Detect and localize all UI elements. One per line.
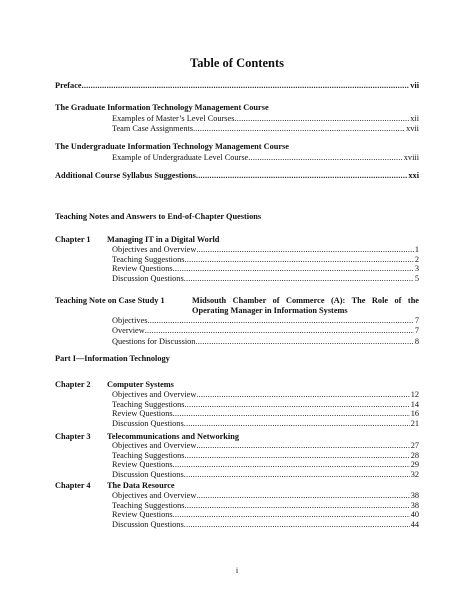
toc-entry-page: 28 <box>410 451 419 460</box>
toc-entry-label: Example of Undergraduate Level Course <box>112 153 249 162</box>
toc-entry[interactable] <box>112 264 419 273</box>
dot-leader <box>184 520 410 529</box>
toc-entry[interactable] <box>112 245 419 254</box>
toc-entry[interactable] <box>112 491 419 500</box>
toc-entry-page: 21 <box>410 419 419 428</box>
toc-entry-page: 7 <box>414 326 419 335</box>
toc-entry-label: Overview <box>112 326 145 335</box>
toc-entry-page: 12 <box>410 390 419 399</box>
chapter-title[interactable]: Managing IT in a Digital World <box>107 235 220 244</box>
toc-entry-label: Objectives and Overview <box>112 491 197 500</box>
toc-entry-page: 1 <box>414 245 419 254</box>
toc-entry-label: Additional Course Syllabus Suggestions <box>55 171 196 180</box>
toc-entry-label: Objectives and Overview <box>112 245 197 254</box>
dot-leader <box>184 470 410 479</box>
toc-entry[interactable] <box>112 255 419 264</box>
toc-entry-label: Objectives <box>112 316 148 325</box>
toc-entry-label: Teaching Suggestions <box>112 451 185 460</box>
toc-entry-page: 29 <box>410 460 419 469</box>
dot-leader <box>82 81 410 90</box>
toc-entry[interactable] <box>112 520 419 529</box>
dot-leader <box>184 400 409 409</box>
toc-entry-page: 44 <box>410 520 419 529</box>
toc-entry-page: 32 <box>410 470 419 479</box>
toc-entry-page: 7 <box>414 316 419 325</box>
part-heading: Part I—Information Technology <box>55 354 170 363</box>
toc-entry[interactable] <box>112 460 419 469</box>
dot-leader <box>184 501 409 510</box>
dot-leader <box>173 510 410 519</box>
toc-entry-label: Preface <box>55 81 82 90</box>
toc-entry-label: Review Questions <box>112 409 173 418</box>
chapter-number: Chapter 1 <box>55 235 91 244</box>
toc-entry-additional[interactable] <box>55 171 419 180</box>
dot-leader <box>195 337 413 346</box>
dot-leader <box>248 153 403 162</box>
toc-entry[interactable] <box>112 451 419 460</box>
page-title: Table of Contents <box>190 56 284 70</box>
toc-entry-label: Review Questions <box>112 510 173 519</box>
dot-leader <box>173 409 410 418</box>
toc-entry-page: 27 <box>410 441 419 450</box>
toc-entry-label: Discussion Questions <box>112 419 184 428</box>
dot-leader <box>196 245 414 254</box>
dot-leader <box>196 390 409 399</box>
chapter-title[interactable]: Telecommunications and Networking <box>107 432 239 441</box>
toc-entry[interactable] <box>112 510 419 519</box>
toc-entry-label: Discussion Questions <box>112 520 184 529</box>
toc-entry-label: Questions for Discussion <box>112 337 196 346</box>
page-number: i <box>235 566 239 575</box>
toc-entry[interactable] <box>112 409 419 418</box>
toc-entry-label: Examples of Master’s Level Courses <box>112 114 235 123</box>
toc-entry[interactable] <box>112 337 419 346</box>
dot-leader <box>184 451 409 460</box>
dot-leader <box>196 491 409 500</box>
chapter-number: Chapter 3 <box>55 432 91 441</box>
section-heading-graduate: The Graduate Information Technology Management Course <box>55 103 269 112</box>
dot-leader <box>193 124 405 133</box>
dot-leader <box>196 441 409 450</box>
toc-entry[interactable] <box>112 316 419 325</box>
dot-leader <box>173 264 414 273</box>
toc-entry-page: vii <box>410 81 419 90</box>
dot-leader <box>234 114 409 123</box>
toc-entry[interactable] <box>112 274 419 283</box>
toc-entry[interactable] <box>112 153 419 162</box>
toc-entry[interactable] <box>112 114 419 123</box>
toc-entry-label: Teaching Suggestions <box>112 255 185 264</box>
toc-entry-page: 5 <box>414 274 419 283</box>
toc-entry-page: 38 <box>410 501 419 510</box>
toc-entry[interactable] <box>112 419 419 428</box>
section-heading-undergraduate: The Undergraduate Information Technology Management Course <box>55 142 289 151</box>
toc-entry-preface[interactable] <box>55 81 419 90</box>
dot-leader <box>184 419 410 428</box>
toc-entry-label: Teaching Suggestions <box>112 400 185 409</box>
toc-entry-page: xviii <box>403 153 419 162</box>
toc-entry-label: Objectives and Overview <box>112 390 197 399</box>
toc-entry-page: 3 <box>414 264 419 273</box>
toc-entry-page: xvii <box>406 124 419 133</box>
toc-entry-label: Discussion Questions <box>112 470 184 479</box>
dot-leader <box>147 316 413 325</box>
toc-entry[interactable] <box>112 441 419 450</box>
toc-entry[interactable] <box>112 124 419 133</box>
toc-entry-page: xxi <box>408 171 419 180</box>
toc-entry[interactable] <box>112 501 419 510</box>
toc-entry[interactable] <box>112 400 419 409</box>
toc-entry-label: Review Questions <box>112 460 173 469</box>
toc-entry-page: 8 <box>414 337 419 346</box>
toc-entry-label: Review Questions <box>112 264 173 273</box>
toc-entry-label: Teaching Suggestions <box>112 501 185 510</box>
toc-entry-page: 14 <box>410 400 419 409</box>
toc-entry[interactable] <box>112 326 419 335</box>
toc-entry-page: 38 <box>410 491 419 500</box>
dot-leader <box>196 171 408 180</box>
toc-entry-page: 16 <box>410 409 419 418</box>
dot-leader <box>184 274 414 283</box>
case-note-label: Teaching Note on Case Study 1 <box>55 296 165 305</box>
toc-entry-page: xii <box>410 114 419 123</box>
case-title[interactable]: Midsouth Chamber of Commerce (A): The Role of the Operating Manager in Information Systems <box>192 296 419 315</box>
dot-leader <box>184 255 413 264</box>
toc-entry-label: Team Case Assignments <box>112 124 193 133</box>
chapter-number: Chapter 2 <box>55 380 91 389</box>
chapter-number: Chapter 4 <box>55 481 91 490</box>
toc-entry[interactable] <box>112 390 419 399</box>
chapter-title[interactable]: The Data Resource <box>107 481 175 490</box>
toc-entry[interactable] <box>112 470 419 479</box>
section-heading-teaching-notes: Teaching Notes and Answers to End-of-Chapter Questions <box>55 212 262 221</box>
dot-leader <box>145 326 414 335</box>
chapter-title[interactable]: Computer Systems <box>107 380 174 389</box>
toc-entry-page: 40 <box>410 510 419 519</box>
toc-entry-label: Discussion Questions <box>112 274 184 283</box>
toc-entry-page: 2 <box>414 255 419 264</box>
toc-entry-label: Objectives and Overview <box>112 441 197 450</box>
dot-leader <box>173 460 410 469</box>
